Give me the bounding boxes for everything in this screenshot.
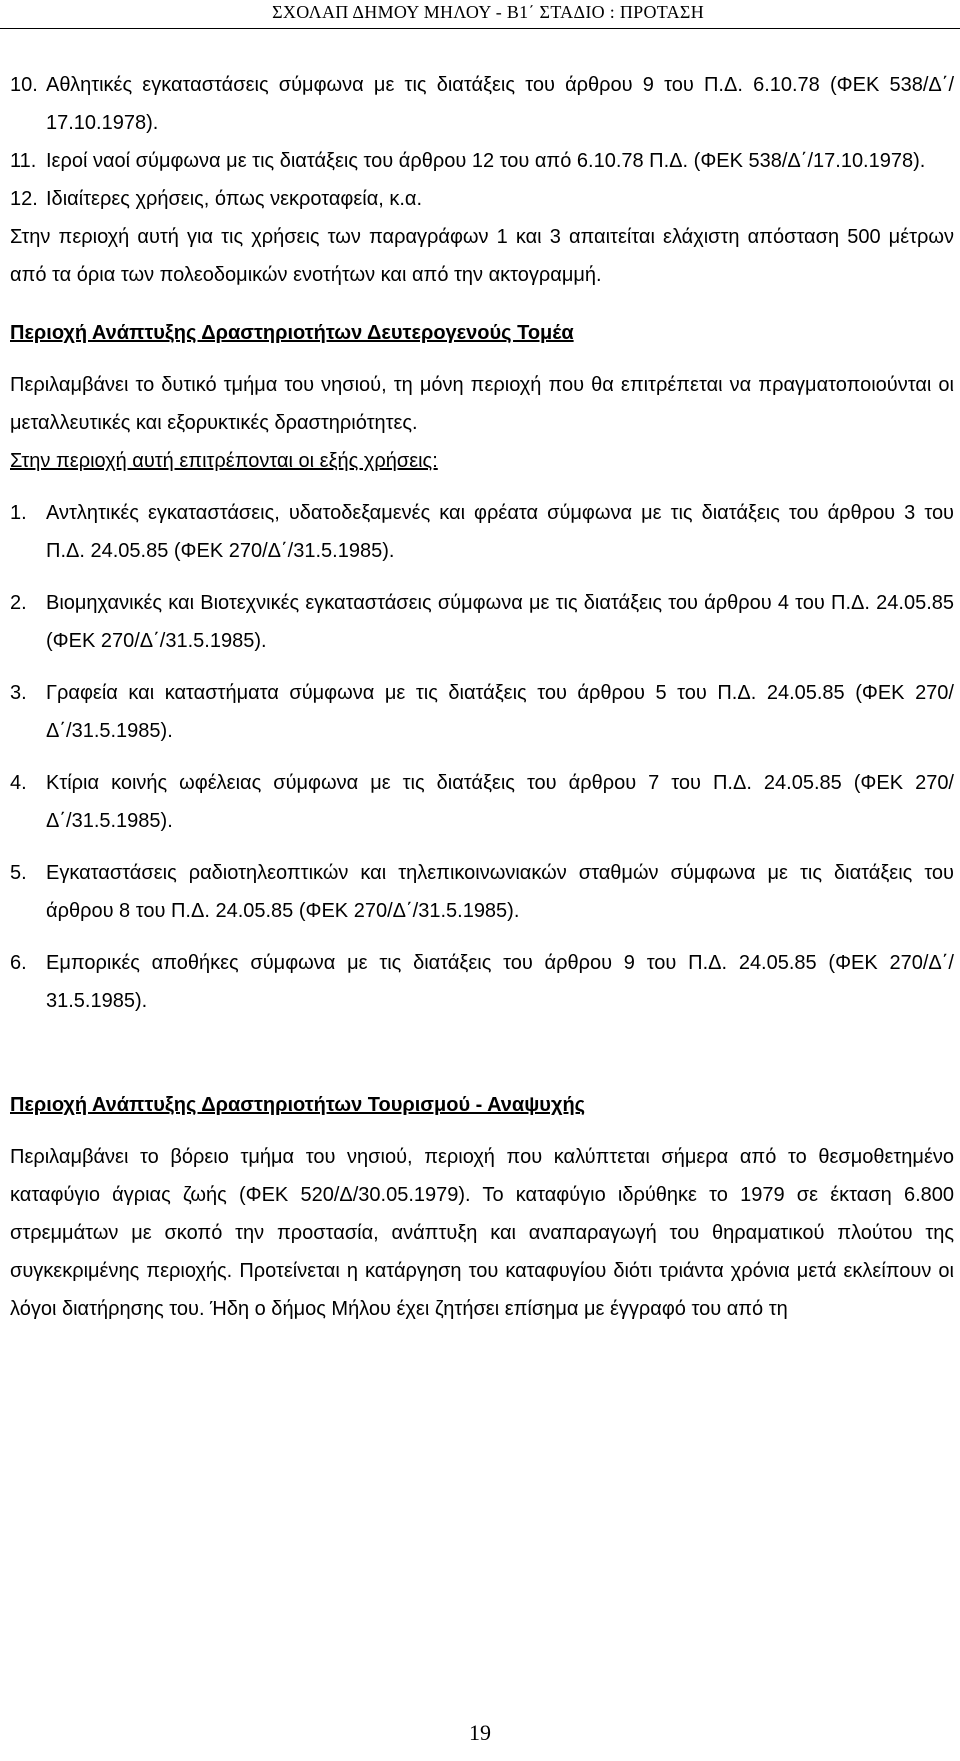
list-item-text: Βιομηχανικές και Βιοτεχνικές εγκαταστάσεις σύμφωνα με τις διατάξεις του άρθρου 4 του Π.Δ. 24.05.85 (ΦΕΚ 270/Δ΄/31.5.1985). bbox=[46, 592, 954, 652]
list-item-number: 3. bbox=[10, 682, 27, 704]
list-item bbox=[10, 764, 954, 840]
list-item-text: Εγκαταστάσεις ραδιοτηλεοπτικών και τηλεπικοινωνιακών σταθμών σύμφωνα με τις διατάξεις του άρθρου 8 του Π.Δ. 24.05.85 (ΦΕΚ 270/Δ΄/31.5.1985). bbox=[46, 862, 954, 922]
list-item bbox=[10, 142, 954, 180]
list-item bbox=[10, 66, 954, 142]
list-item-text: Αθλητικές εγκαταστάσεις σύμφωνα με τις διατάξεις του άρθρου 9 του Π.Δ. 6.10.78 (ΦΕΚ 538/Δ΄/ 17.10.1978). bbox=[46, 74, 954, 134]
uses-list bbox=[10, 494, 954, 1020]
list-item-text: Αντλητικές εγκαταστάσεις, υδατοδεξαμενές και φρέατα σύμφωνα με τις διατάξεις του άρθρου 3 του Π.Δ. 24.05.85 (ΦΕΚ 270/Δ΄/31.5.1985). bbox=[46, 502, 954, 562]
section-title-tourism: Περιοχή Ανάπτυξης Δραστηριοτήτων Τουρισμού - Αναψυχής bbox=[10, 1094, 586, 1116]
list-item-text: Γραφεία και καταστήματα σύμφωνα με τις διατάξεις του άρθρου 5 του Π.Δ. 24.05.85 (ΦΕΚ 270/Δ΄/31.5.1985). bbox=[46, 682, 954, 742]
list-item-text: Εμπορικές αποθήκες σύμφωνα με τις διατάξεις του άρθρου 9 του Π.Δ. 24.05.85 (ΦΕΚ 270/Δ΄/ 31.5.1985). bbox=[46, 952, 954, 1012]
uses-heading: Στην περιοχή αυτή επιτρέπονται οι εξής χρήσεις: bbox=[10, 450, 438, 472]
section-body-tourism: Περιλαμβάνει το βόρειο τμήμα του νησιού, περιοχή που καλύπτεται σήμερα από το θεσμοθετημένο καταφύγιο άγριας ζωής (ΦΕΚ 520/Δ/30.05.1979). Το καταφύγιο ιδρύθηκε το 1979 σε έκταση 6.800 στρεμμάτων με σκοπό την προστασία, ανάπτυξη και αναπαραγωγή του θηραματικού πλούτου της συγκεκριμένης περιοχής. Προτείνεται η κατάργηση του καταφυγίου διότι τριάντα χρόνια μετά εκλείπουν οι λόγοι διατήρησης του. Ήδη ο δήμος Μήλου έχει ζητήσει επίσημα με έγγραφό του από τη bbox=[10, 1146, 954, 1320]
distance-paragraph: Στην περιοχή αυτή για τις χρήσεις των παραγράφων 1 και 3 απαιτείται ελάχιστη απόσταση 500 μέτρων από τα όρια των πολεοδομικών ενοτήτων και από την ακτογραμμή. bbox=[10, 226, 954, 286]
list-item-text: Κτίρια κοινής ωφέλειας σύμφωνα με τις διατάξεις του άρθρου 7 του Π.Δ. 24.05.85 (ΦΕΚ 270/Δ΄/31.5.1985). bbox=[46, 772, 954, 832]
document-body bbox=[10, 66, 954, 1328]
list-item bbox=[10, 584, 954, 660]
list-item-number: 10. bbox=[10, 74, 38, 96]
list-item-number: 5. bbox=[10, 862, 27, 884]
section-intro-secondary: Περιλαμβάνει το δυτικό τμήμα του νησιού, τη μόνη περιοχή που θα επιτρέπεται να πραγματοποιούνται οι μεταλλευτικές και εξορυκτικές δραστηριότητες. bbox=[10, 374, 954, 434]
page-header bbox=[0, 0, 960, 29]
list-item bbox=[10, 494, 954, 570]
list-item-text: Ιεροί ναοί σύμφωνα με τις διατάξεις του άρθρου 12 του από 6.10.78 Π.Δ. (ΦΕΚ 538/Δ΄/17.10.1978). bbox=[46, 150, 926, 172]
list-item-number: 6. bbox=[10, 952, 27, 974]
list-item bbox=[10, 854, 954, 930]
list-item-number: 1. bbox=[10, 502, 27, 524]
header-title: ΣΧΟΛΑΠ ΔΗΜΟΥ ΜΗΛΟΥ - Β1΄ ΣΤΑΔΙΟ : ΠΡΟΤΑΣΗ bbox=[272, 2, 704, 22]
list-item bbox=[10, 944, 954, 1020]
list-item bbox=[10, 180, 954, 218]
list-item-number: 11. bbox=[10, 150, 37, 172]
list-item-number: 2. bbox=[10, 592, 27, 614]
page-number: 19 bbox=[469, 1720, 491, 1745]
list-item-number: 12. bbox=[10, 188, 38, 210]
section-title-secondary: Περιοχή Ανάπτυξης Δραστηριοτήτων Δευτερογενούς Τομέα bbox=[10, 322, 574, 344]
list-item-number: 4. bbox=[10, 772, 27, 794]
list-item bbox=[10, 674, 954, 750]
list-item-text: Ιδιαίτερες χρήσεις, όπως νεκροταφεία, κ.α. bbox=[46, 188, 423, 210]
list-a bbox=[10, 66, 954, 218]
